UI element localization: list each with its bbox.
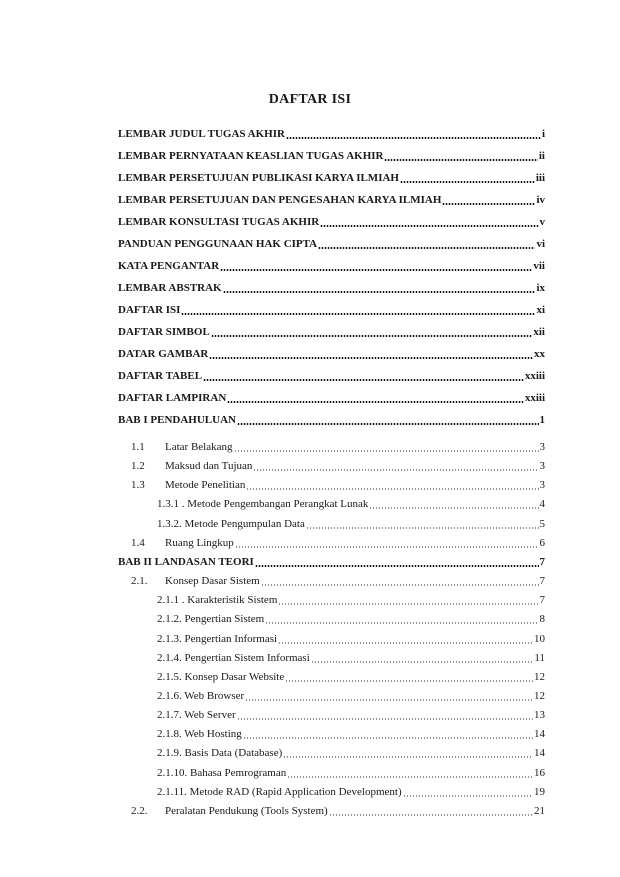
toc-entry [118, 191, 545, 207]
toc-dot-leader [223, 291, 536, 293]
toc-entry-page: 11 [534, 652, 545, 664]
toc-entry [118, 345, 545, 361]
toc-entry-label: 1.3.2. Metode Pengumpulan Data [157, 518, 305, 530]
toc-dot-leader [211, 335, 533, 337]
toc-entry [157, 744, 545, 760]
toc-dot-leader [384, 159, 537, 161]
toc-entry-page: 14 [534, 728, 545, 740]
toc-entry [118, 257, 545, 273]
toc-dot-leader [181, 313, 535, 315]
toc-dot-leader [234, 450, 539, 452]
toc-entry-label: DAFTAR LAMPIRAN [118, 392, 227, 404]
toc-entry-page: ix [536, 282, 545, 294]
toc-entry-label: DAFTAR SIMBOL [118, 326, 210, 338]
toc-entry [118, 389, 545, 405]
toc-entry-label: 2.1.8. Web Hosting [157, 728, 242, 740]
toc-entry-label: Metode Penelitian [165, 479, 246, 491]
toc-entry-label: 2.1.5. Konsep Dasar Website [157, 671, 285, 683]
toc-dot-leader [287, 776, 533, 778]
toc-entry [118, 411, 545, 427]
toc-entry [157, 630, 545, 646]
toc-entry [118, 169, 545, 185]
toc-entry-label: 2.1.2. Pengertian Sistem [157, 613, 265, 625]
toc-entry-page: 13 [534, 709, 545, 721]
toc-dot-leader [227, 401, 524, 403]
toc-entry-page: 5 [539, 518, 545, 530]
toc-entry [157, 668, 545, 684]
toc-entry-label: Konsep Dasar Sistem [165, 575, 260, 587]
toc-entry-label: 2.1.7. Web Server [157, 709, 236, 721]
toc-dot-leader [237, 423, 539, 425]
toc-entry-page: 4 [539, 498, 545, 510]
toc-entry [118, 367, 545, 383]
toc-entry-label: KATA PENGANTAR [118, 260, 220, 272]
toc-entry-page: 7 [539, 594, 545, 606]
toc-dot-leader [237, 718, 533, 720]
toc-entry-page: 21 [534, 805, 545, 817]
toc-entry-page: 6 [539, 537, 545, 549]
toc-dot-leader [220, 269, 532, 271]
toc-entry [157, 649, 545, 665]
toc-entry-label: LEMBAR KONSULTASI TUGAS AKHIR [118, 216, 320, 228]
toc-entry [118, 147, 545, 163]
toc-dot-leader [261, 584, 539, 586]
toc-entry-label: Latar Belakang [165, 441, 233, 453]
toc-entry [131, 457, 545, 473]
toc-entry [157, 515, 545, 531]
toc-entry [157, 725, 545, 741]
toc-entry-label: LEMBAR PERSETUJUAN DAN PENGESAHAN KARYA ILMIAH [118, 194, 442, 206]
toc-entry [157, 610, 545, 626]
toc-entry-page: vii [533, 260, 545, 272]
toc-entry-page: v [539, 216, 545, 228]
toc-dot-leader [403, 795, 533, 797]
toc-entry-number: 1.1 [131, 441, 145, 453]
toc-entry-page: i [541, 128, 545, 140]
toc-entry-number: 1.3 [131, 479, 145, 491]
toc-entry-page: 12 [534, 671, 545, 683]
toc-dot-leader [285, 680, 533, 682]
toc-entry-label: 2.1.4. Pengertian Sistem Informasi [157, 652, 310, 664]
toc-entry-page: 14 [534, 747, 545, 759]
toc-entry-page: 7 [539, 575, 545, 587]
toc-dot-leader [442, 203, 535, 205]
toc-entry-number: 1.2 [131, 460, 145, 472]
toc-entry [131, 476, 545, 492]
toc-dot-leader [235, 546, 539, 548]
toc-dot-leader [318, 247, 535, 249]
toc-entry-label: PANDUAN PENGGUNAAN HAK CIPTA [118, 238, 318, 250]
toc-dot-leader [246, 488, 538, 490]
toc-entry-page: xi [536, 304, 545, 316]
toc-entry [118, 301, 545, 317]
page-title: DAFTAR ISI [268, 92, 352, 107]
toc-entry-number: 2.1. [131, 575, 148, 587]
toc-entry-page: xx [534, 348, 545, 360]
toc-entry-number: 1.4 [131, 537, 145, 549]
toc-entry-label: LEMBAR PERSETUJUAN PUBLIKASI KARYA ILMIAH [118, 172, 399, 184]
toc-entry-label: 2.1.9. Basis Data (Database) [157, 747, 283, 759]
toc-dot-leader [311, 661, 534, 663]
toc-entry [131, 572, 545, 588]
toc-entry [157, 706, 545, 722]
toc-dot-leader [203, 379, 524, 381]
toc-dot-leader [278, 603, 538, 605]
toc-dot-leader [283, 756, 533, 758]
toc-entry-label: LEMBAR ABSTRAK [118, 282, 222, 294]
toc-entry-label: Peralatan Pendukung (Tools System) [165, 805, 328, 817]
toc-entry-label: 2.1.6. Web Browser [157, 690, 245, 702]
toc-entry-page: vi [536, 238, 545, 250]
toc-dot-leader [278, 642, 533, 644]
toc-entry-label: 2.1.3. Pengertian Informasi [157, 633, 278, 645]
toc-entry-page: 3 [539, 479, 545, 491]
toc-entry-label: 2.1.10. Bahasa Pemrograman [157, 767, 287, 779]
toc-dot-leader [243, 737, 533, 739]
toc-entry-label: DAFTAR TABEL [118, 370, 203, 382]
toc-entry [131, 802, 545, 818]
toc-entry-number: 2.2. [131, 805, 148, 817]
toc-entry [118, 125, 545, 141]
toc-entry-page: 16 [534, 767, 545, 779]
toc-entry-page: iv [536, 194, 545, 206]
toc-entry-label: DATAR GAMBAR [118, 348, 209, 360]
toc-entry-page: ii [538, 150, 545, 162]
toc-entry [131, 438, 545, 454]
toc-entry [118, 323, 545, 339]
toc-entry [157, 687, 545, 703]
toc-dot-leader [369, 507, 538, 509]
toc-entry [118, 213, 545, 229]
toc-entry-page: 8 [539, 613, 545, 625]
toc-entry-label: 2.1.11. Metode RAD (Rapid Application Development) [157, 786, 402, 798]
toc-dot-leader [329, 814, 533, 816]
toc-entry-page: xxiii [524, 392, 545, 404]
toc-entry-label: 2.1.1 . Karakteristik Sistem [157, 594, 278, 606]
toc-entry-label: 1.3.1 . Metode Pengembangan Perangkat Lunak [157, 498, 369, 510]
toc-entry-page: 3 [539, 460, 545, 472]
toc-entry-label: BAB I PENDAHULUAN [118, 414, 236, 426]
toc-entry-label: Maksud dan Tujuan [165, 460, 253, 472]
toc-entry-label: LEMBAR JUDUL TUGAS AKHIR [118, 128, 285, 140]
toc-entry [157, 783, 545, 799]
toc-dot-leader [209, 357, 533, 359]
toc-dot-leader [400, 181, 535, 183]
toc-entry-label: Ruang Lingkup [165, 537, 234, 549]
toc-entry [118, 235, 545, 251]
toc-entry-page: 12 [534, 690, 545, 702]
toc-dot-leader [245, 699, 533, 701]
toc-dot-leader [320, 225, 538, 227]
toc-dot-leader [306, 527, 539, 529]
toc-entry-page: 1 [539, 414, 545, 426]
toc-entry-page: xii [533, 326, 545, 338]
toc-entry-page: 3 [539, 441, 545, 453]
toc-entry-label: DAFTAR ISI [118, 304, 181, 316]
toc-dot-leader [265, 622, 538, 624]
toc-entry [157, 495, 545, 511]
toc-entry [118, 279, 545, 295]
toc-dot-leader [253, 469, 538, 471]
toc-entry-page: 10 [534, 633, 545, 645]
toc-dot-leader [286, 137, 541, 139]
toc-entry-page: 7 [539, 556, 545, 568]
toc-entry [157, 591, 545, 607]
toc-entry-label: LEMBAR PERNYATAAN KEASLIAN TUGAS AKHIR [118, 150, 384, 162]
toc-entry [131, 534, 545, 550]
toc-entry [118, 553, 545, 569]
toc-entry-label: BAB II LANDASAN TEORI [118, 556, 254, 568]
toc-entry-page: iii [535, 172, 545, 184]
toc-entry-page: xxiii [524, 370, 545, 382]
toc-dot-leader [255, 565, 539, 567]
toc-entry [157, 764, 545, 780]
toc-entry-page: 19 [534, 786, 545, 798]
